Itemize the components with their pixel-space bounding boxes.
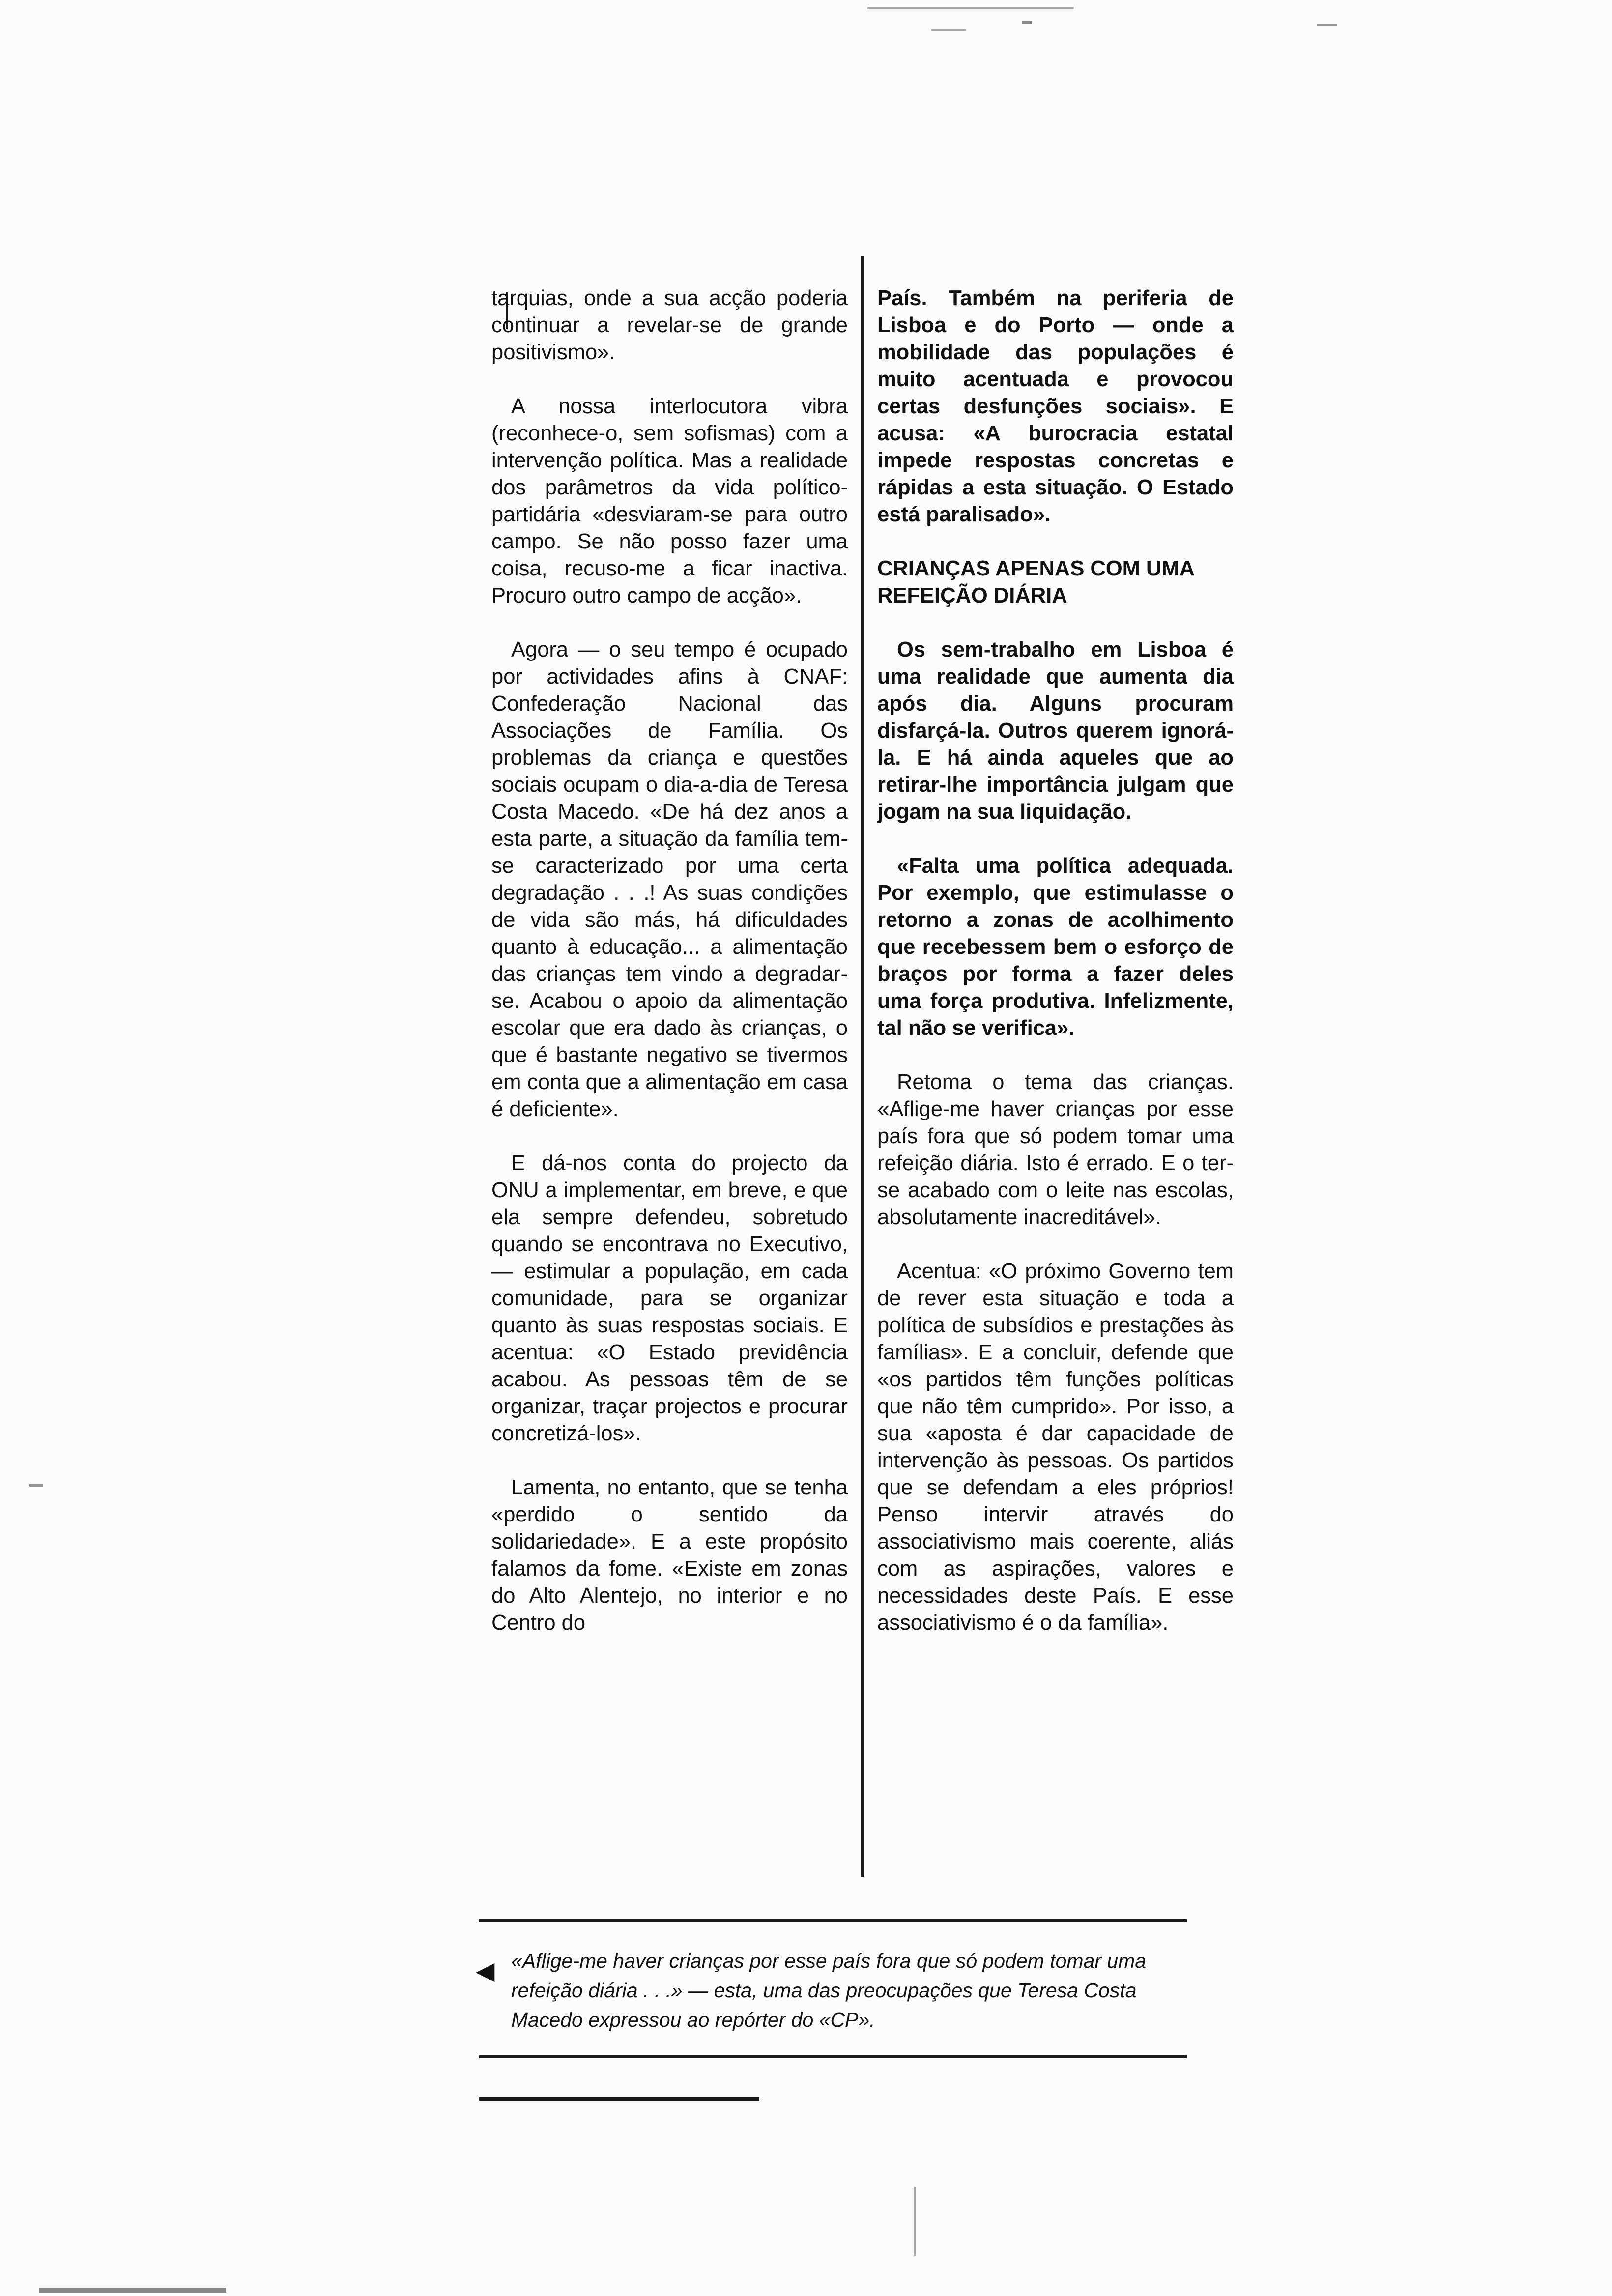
photo-caption: «Aflige-me haver crianças por esse país fora que só podem tomar uma refeição diária . . .» — esta, uma das preocupações que Teresa Costa Macedo expressou ao repórter do «CP». [511, 1950, 1147, 2031]
scan-speck [1022, 21, 1032, 24]
article-column-right [877, 285, 1234, 1664]
article-paragraph: Os sem-trabalho em Lisboa é uma realidade que aumenta dia após dia. Alguns procuram disfarçá-la. Outros querem ignorá-la. E há ainda aqueles que ao retirar-lhe importância julgam que jogam na sua liquidação. [877, 638, 1234, 824]
column-divider [861, 256, 864, 1877]
caption-arrow-icon: ◀ [476, 1957, 495, 1984]
article-paragraph: Agora — o seu tempo é ocupado por actividades afins à CNAF: Confederação Nacional das Associações de Família. Os problemas da criança e questões sociais ocupam o dia-a-dia de Teresa Costa Macedo. «De há dez anos a esta parte, a situação da família tem-se caracterizado por uma certa degradação . . .! As suas condições de vida são más, há dificuldades quanto à educação... a alimentação das crianças tem vindo a degradar-se. Acabou o apoio da alimentação escolar que era dado às crianças, o que é bastante negativo se tivermos em conta que a alimentação em casa é deficiente». [491, 638, 848, 1121]
caption-rule-top [479, 1919, 1187, 1922]
scan-speck [867, 7, 1074, 9]
section-subheading: CRIANÇAS APENAS COM UMA REFEIÇÃO DIÁRIA [877, 557, 1194, 607]
scan-speck [29, 1484, 43, 1487]
article-paragraph: Acentua: «O próximo Governo tem de rever esta situação e toda a política de subsídios e prestações às famílias». E a concluir, defende que «os partidos têm funções políticas que não têm cumprido». Por isso, a sua «aposta é dar capacidade de intervenção às pessoas. Os partidos que se defendam a eles próprios! Penso intervir através do associativismo mais coerente, aliás com as aspirações, valores e necessidades deste País. E esse associativismo é o da família». [877, 1260, 1234, 1635]
scan-speck [39, 2288, 226, 2293]
article-paragraph: Retoma o tema das crianças. «Aflige-me haver crianças por esse país fora que só podem tomar uma refeição diária. Isto é errado. E o ter-se acabado com o leite nas escolas, absolutamente inacreditável». [877, 1070, 1234, 1229]
article-paragraph: A nossa interlocutora vibra (reconhece-o, sem sofismas) com a intervenção política. Mas a realidade dos parâmetros da vida político-partidária «desviaram-se para outro campo. Se não posso fazer uma coisa, recuso-me a ficar inactiva. Procuro outro campo de acção». [491, 395, 848, 607]
article-paragraph: País. Também na periferia de Lisboa e do Porto — onde a mobilidade das populações é muito acentuada e provocou certas desfunções sociais». E acusa: «A burocracia estatal impede respostas concretas e rápidas a esta situação. O Estado está paralisado». [877, 287, 1234, 526]
scan-speck [1317, 24, 1337, 26]
bottom-rule [479, 2097, 759, 2101]
article-paragraph: tarquias, onde a sua acção poderia continuar a revelar-se de grande positivismo». [491, 287, 848, 364]
article-column-left [491, 285, 848, 1664]
article-paragraph: «Falta uma política adequada. Por exemplo, que estimulasse o retorno a zonas de acolhimento que recebessem bem o esforço de braços por forma a fazer deles uma força produtiva. Infelizmente, tal não se verifica». [877, 854, 1234, 1040]
article-paragraph: E dá-nos conta do projecto da ONU a implementar, em breve, e que ela sempre defendeu, sobretudo quando se encontrava no Executivo, — estimular a população, em cada comunidade, para se organizar quanto às suas respostas sociais. E acentua: «O Estado previdência acabou. As pessoas têm de se organizar, traçar projectos e procurar concretizá-los». [491, 1151, 848, 1445]
caption-rule-bottom [479, 2055, 1187, 2058]
article-paragraph: Lamenta, no entanto, que se tenha «perdido o sentido da solidariedade». E a este propósito falamos da fome. «Existe em zonas do Alto Alentejo, no interior e no Centro do [491, 1476, 848, 1635]
scan-speck [931, 29, 966, 31]
scan-speck [914, 2187, 916, 2256]
